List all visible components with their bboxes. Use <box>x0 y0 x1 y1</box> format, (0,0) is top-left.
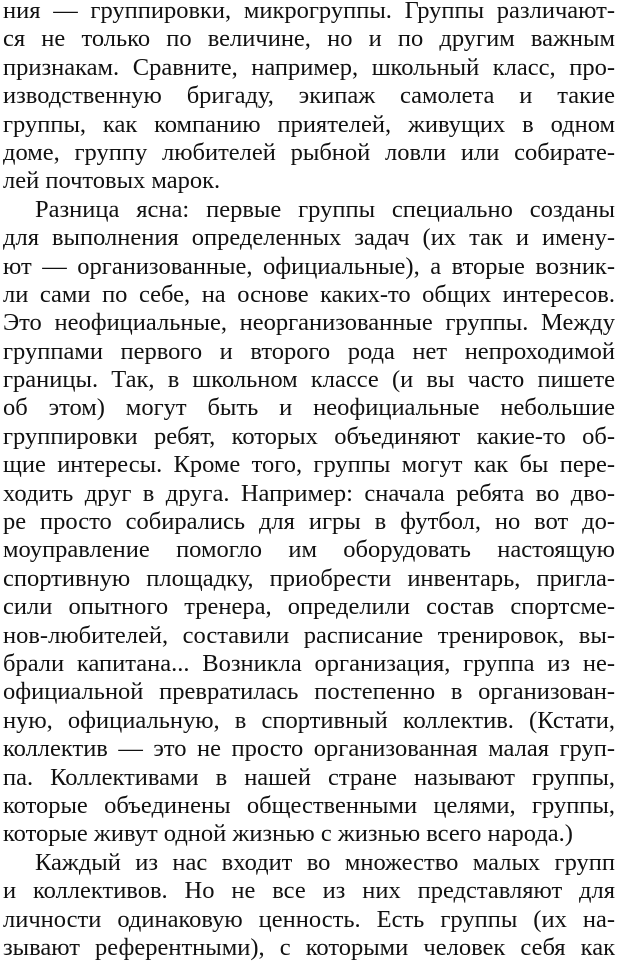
text-line: ния — группировки, микрогруппы. Группы различают- <box>3 0 615 24</box>
text-line: лей почтовых марок. <box>3 167 221 195</box>
text-line: доме, группу любителей рыбной ловли или собирате- <box>3 138 615 166</box>
paragraph-1 <box>3 0 615 196</box>
text-line: ную, официальную, в спортивный коллектив. (Кстати, <box>3 706 615 734</box>
text-line: ходить друг в друга. Например: сначала ребята во дво- <box>3 479 615 507</box>
text-line: ре просто собирались для игры в футбол, но вот до- <box>3 508 615 536</box>
text-line: Разница ясна: первые группы специально созданы <box>35 195 615 223</box>
text-line: Каждый из нас входит во множество малых групп <box>35 848 615 876</box>
text-line: зывают референтными), с которыми человек себя как <box>3 933 615 961</box>
text-line: коллектив — это не просто организованная малая груп- <box>3 735 615 763</box>
paragraph-2 <box>3 196 615 849</box>
text-line: группы, как компанию приятелей, живущих в одном <box>3 110 615 138</box>
text-line: для выполнения определенных задач (их так и имену- <box>3 224 615 252</box>
text-line: моуправление помогло им оборудовать настоящую <box>3 536 615 564</box>
text-line: щие интересы. Кроме того, группы могут как бы пере- <box>3 451 615 479</box>
text-line: Это неофициальные, неорганизованные группы. Между <box>3 309 615 337</box>
text-line: сили опытного тренера, определили состав спортсме- <box>3 593 615 621</box>
text-line: и коллективов. Но не все из них представляют для <box>3 877 615 905</box>
text-line: которые живут одной жизнью с жизнью всего народа.) <box>3 820 573 848</box>
text-line: группами первого и второго рода нет непроходимой <box>3 337 615 365</box>
text-line: об этом) могут быть и неофициальные небольшие <box>3 394 615 422</box>
text-line: официальной превратилась постепенно в организован- <box>3 678 615 706</box>
text-line: личности одинаковую ценность. Есть группы (их на- <box>3 905 615 933</box>
text-line: признакам. Сравните, например, школьный класс, про- <box>3 53 615 81</box>
text-line: па. Коллективами в нашей стране называют группы, <box>3 763 615 791</box>
text-line: группировки ребят, которых объединяют какие-то об- <box>3 422 615 450</box>
text-line: спортивную площадку, приобрести инвентарь, пригла- <box>3 564 615 592</box>
text-line: границы. Так, в школьном классе (и вы часто пишете <box>3 366 615 394</box>
paragraph-3 <box>3 849 615 962</box>
text-line: ся не только по величине, но и по другим важным <box>3 25 615 53</box>
text-line: изводственную бригаду, экипаж самолета и такие <box>3 82 615 110</box>
text-line: ли сами по себе, на основе каких-то общих интересов. <box>3 280 615 308</box>
text-line: ют — организованные, официальные), а вторые возник- <box>3 252 615 280</box>
text-line: которые объединены общественными целями, группы, <box>3 791 615 819</box>
text-line: нов-любителей, составили расписание тренировок, вы- <box>3 621 615 649</box>
text-line: брали капитана... Возникла организация, группа из не- <box>3 649 615 677</box>
body-text <box>3 0 615 962</box>
